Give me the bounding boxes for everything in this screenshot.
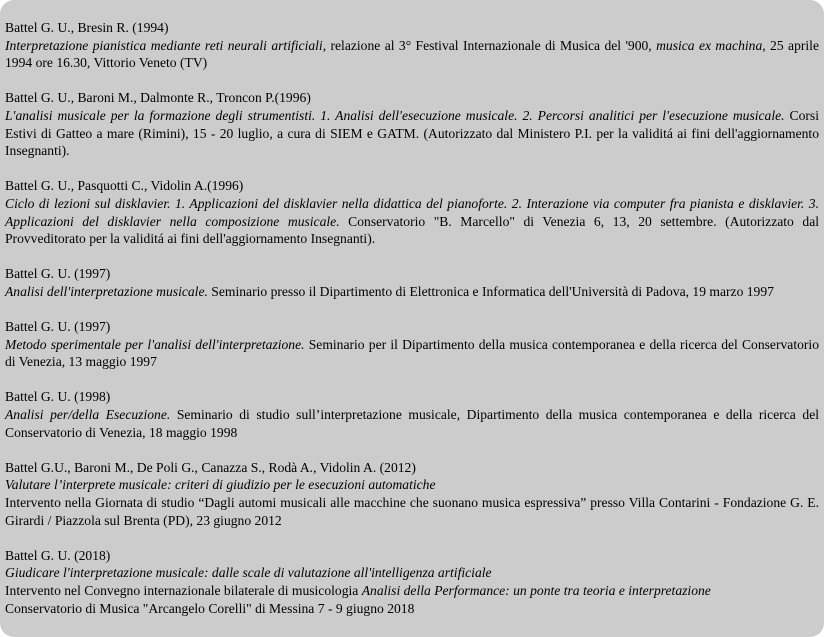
entry-authors: Battel G. U., Pasquotti C., Vidolin A.(1996) — [5, 178, 244, 194]
entry-text: , 25 aprile 1994 ore 16.30, Vittorio Veneto (TV) — [5, 37, 819, 71]
entry-event: musica ex machina — [656, 37, 763, 53]
bibliography-entry-1996-disklavier — [5, 177, 819, 247]
bibliography-entry-1998 — [5, 388, 819, 441]
bibliography-entry-2012 — [5, 459, 819, 529]
entry-text: Conservatorio "B. Marcello" di Venezia 6, 13, 20 settembre. (Autorizzato dal Provveditorato per la validitá ai fini dell'aggiornamento Insegnanti). — [5, 213, 819, 247]
entry-title: Giudicare l'interpretazione musicale: dalle scale di valutazione all'intelligenza artificiale — [5, 565, 492, 581]
entry-text: Seminario presso il Dipartimento di Elettronica e Informatica dell'Università di Padova, 19 marzo 1997 — [207, 283, 774, 299]
entry-authors: Battel G. U., Baroni M., Dalmonte R., Troncon P.(1996) — [5, 90, 311, 106]
entry-authors: Battel G. U. (1997) — [5, 266, 111, 282]
entry-text: , relazione al 3° Festival Internazionale di Musica del '900, — [322, 37, 657, 53]
bibliography-entry-1997-venezia — [5, 318, 819, 371]
entry-title: Ciclo di lezioni sul disklavier. 1. Applicazioni del disklavier nella didattica del pianoforte. 2. Interazione via computer fra pianista e disklavier. 3. Applicazioni del disklavier nella composizione musicale. — [5, 195, 819, 229]
bibliography-entry-1994 — [5, 19, 819, 72]
entry-title: Valutare l’interprete musicale: criteri di giudizio per le esecuzioni automatiche — [5, 477, 436, 493]
entry-authors: Battel G. U. (2018) — [5, 547, 111, 563]
bibliography-entry-1996-analisi — [5, 89, 819, 159]
entry-title: L'analisi musicale per la formazione degli strumentisti. 1. Analisi dell'esecuzione musicale. 2. Percorsi analitici per l'esecuzione musicale. — [5, 107, 785, 123]
entry-title: Analisi per/della Esecuzione. — [5, 407, 171, 423]
bibliography-entry-2018 — [5, 547, 819, 617]
bibliography-entry-1997-padova — [5, 265, 819, 300]
entry-text: Intervento nel Convegno internazionale bilaterale di musicologia — [5, 583, 362, 598]
entry-text: Seminario per il Dipartimento della musica contemporanea e della ricerca del Conservatorio di Venezia, 13 maggio 1997 — [5, 336, 819, 370]
entry-authors: Battel G. U., Bresin R. (1994) — [5, 20, 169, 35]
entry-text: Intervento nella Giornata di studio “Dagli automi musicali alle macchine che suonano musica espressiva” presso Villa Contarini - Fondazione G. E. Girardi / Piazzola sul Brenta (PD), 23 giugno 2012 — [5, 495, 819, 528]
entry-authors: Battel G.U., Baroni M., De Poli G., Canazza S., Rodà A., Vidolin A. (2012) — [5, 459, 416, 475]
entry-title: Analisi dell'interpretazione musicale. — [5, 283, 208, 299]
entry-text: Seminario di studio sull’interpretazione musicale, Dipartimento della musica contemporanea e della ricerca del Conservatorio di Venezia, 18 maggio 1998 — [5, 407, 819, 440]
entry-text: Conservatorio di Musica "Arcangelo Corelli" di Messina 7 - 9 giugno 2018 — [5, 600, 415, 616]
entry-text: Corsi Estivi di Gatteo a mare (Rimini), 15 - 20 luglio, a cura di SIEM e GATM. (Autorizzato dal Ministero P.I. per la validitá ai fini dell'aggiornamento Insegnanti). — [5, 107, 819, 159]
entry-authors: Battel G. U. (1998) — [5, 389, 111, 405]
entry-title: Metodo sperimentale per l'analisi dell'interpretazione. — [5, 336, 305, 352]
entry-title: Interpretazione pianistica mediante reti neurali artificiali — [5, 37, 323, 53]
entry-authors: Battel G. U. (1997) — [5, 319, 111, 335]
entry-event: Analisi della Performance: un ponte tra teoria e interpretazione — [361, 583, 711, 598]
